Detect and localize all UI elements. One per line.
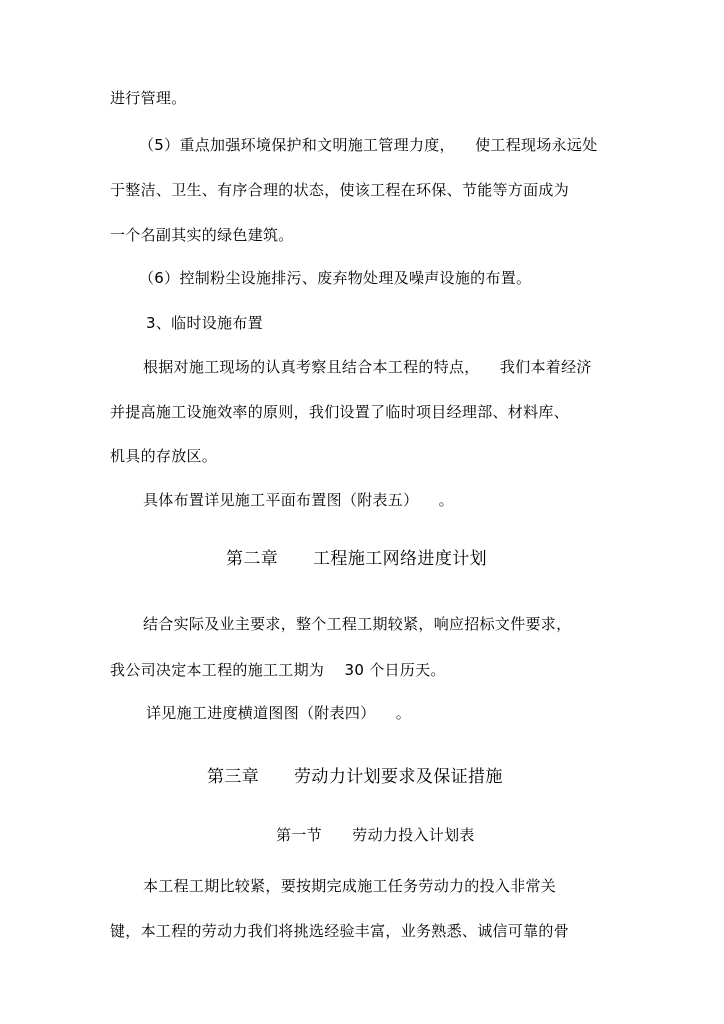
chapter-heading: 第三章 劳动力计划要求及保证措施 — [207, 767, 503, 787]
paragraph-line: 并提高施工设施效率的原则，我们设置了临时项目经理部、材料库、 — [110, 403, 570, 421]
paragraph-line: 于整洁、卫生、有序合理的状态，使该工程在环保、节能等方面成为 — [110, 181, 570, 199]
paragraph-line: 进行管理。 — [110, 89, 187, 107]
section-subheading: 3、临时设施布置 — [146, 314, 263, 332]
paragraph-line: 具体布置详见施工平面布置图（附表五） 。 — [143, 491, 454, 509]
paragraph-line: 一个名副其实的绿色建筑。 — [110, 226, 294, 244]
paragraph-line: 详见施工进度横道图图（附表四） 。 — [146, 704, 412, 722]
paragraph-line: （5）重点加强环境保护和文明施工管理力度， 使工程现场永远处 — [139, 136, 598, 154]
paragraph-line: （6）控制粉尘设施排污、废弃物处理及噪声设施的布置。 — [139, 269, 532, 287]
chapter-heading: 第二章 工程施工网络进度计划 — [226, 549, 488, 569]
paragraph-line: 我公司决定本工程的施工工期为 30 个日历天。 — [110, 661, 446, 679]
paragraph-line: 机具的存放区。 — [110, 447, 218, 465]
paragraph-line: 键，本工程的劳动力我们将挑选经验丰富，业务熟悉、诚信可靠的骨 — [110, 922, 570, 940]
paragraph-line: 本工程工期比较紧，要按期完成施工任务劳动力的投入非常关 — [143, 877, 557, 895]
paragraph-line: 结合实际及业主要求，整个工程工期较紧，响应招标文件要求， — [143, 615, 572, 633]
paragraph-line: 根据对施工现场的认真考察且结合本工程的特点， 我们本着经济 — [143, 358, 592, 376]
section-heading: 第一节 劳动力投入计划表 — [276, 826, 475, 844]
